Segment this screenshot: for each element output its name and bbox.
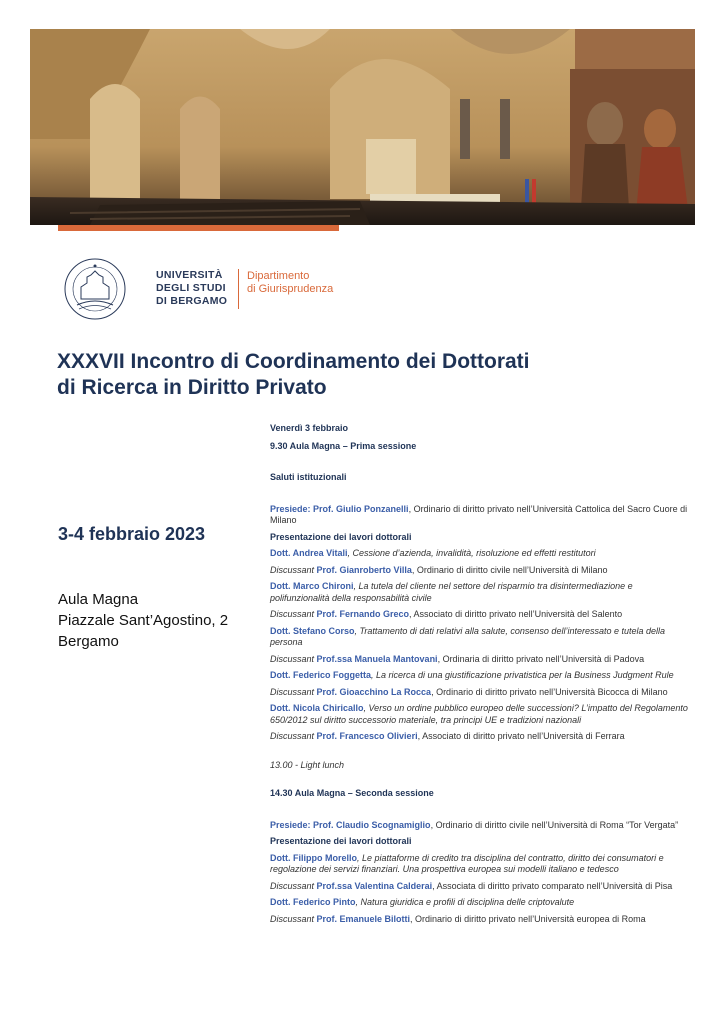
speaker-name: Prof. Gioacchino La Rocca — [316, 686, 432, 697]
discussant-label: Discussant — [270, 686, 317, 697]
discussant-label: Discussant — [270, 731, 317, 741]
program-entry — [270, 703, 690, 726]
works2-heading: Presentazione dei lavori dottorali — [270, 836, 412, 846]
paper-title: , Le piattaforme di credito tra disciplina del contratto, diritto dei consumatori e regolazione dei servizi finanziari. Una prospettiva europea sui modelli italiano e tedesco — [270, 852, 664, 874]
speaker-name: Prof.ssa Valentina Calderai — [316, 880, 433, 891]
speaker-name: Dott. Nicola Chiricallo — [270, 703, 364, 713]
program-day: Venerdì 3 febbraio — [270, 423, 349, 433]
program-entry — [270, 914, 690, 926]
lunch: 13.00 - Light lunch — [270, 759, 345, 770]
department-line1: Dipartimento — [247, 270, 310, 282]
session2-heading: 14.30 Aula Magna – Seconda sessione — [270, 788, 434, 798]
speaker-name: Dott. Andrea Vitali — [270, 548, 348, 558]
program-entry — [270, 626, 690, 649]
program-entry — [270, 565, 690, 577]
program-entry — [270, 853, 690, 876]
speaker-name: Prof. Emanuele Bilotti — [316, 913, 411, 924]
program-entry — [270, 881, 690, 893]
greetings: Saluti istituzionali — [270, 472, 347, 482]
paper-title: , La ricerca di una giustificazione privatistica per la Business Judgment Rule — [371, 670, 674, 680]
paper-title: , La tutela del cliente nel settore del risparmio tra disintermediazione e polifunzionalità della responsabilità civile — [270, 581, 633, 603]
speaker-name: Dott. Marco Chironi — [270, 581, 354, 591]
program-entry — [270, 581, 690, 604]
chair1-role: , Ordinario di diritto privato nell’Università Cattolica del Sacro Cuore di Milano — [270, 503, 688, 525]
program — [270, 423, 690, 930]
speaker-role: , Ordinario di diritto privato nell’Università Bicocca di Milano — [431, 686, 668, 697]
speaker-role: , Associato di diritto privato nell’Università di Ferrara — [417, 731, 625, 741]
university-logo — [63, 257, 363, 325]
venue-city: Bergamo — [58, 633, 119, 650]
program-entry — [270, 687, 690, 699]
chair1-name: Prof. Giulio Ponzanelli — [313, 503, 409, 514]
venue-hall: Aula Magna — [58, 591, 139, 608]
speaker-name: Prof. Fernando Greco — [316, 609, 410, 619]
chair1-label: Presiede: — [270, 503, 311, 514]
event-venue — [58, 589, 228, 652]
header-photo — [30, 29, 695, 225]
chair2-label: Presiede: — [270, 819, 311, 830]
accent-bar — [58, 225, 339, 231]
chair2-name: Prof. Claudio Scognamiglio — [313, 819, 431, 830]
venue-address: Piazzale Sant’Agostino, 2 — [58, 612, 229, 629]
speaker-name: Dott. Stefano Corso — [270, 625, 355, 636]
discussant-label: Discussant — [270, 913, 317, 924]
session1-heading: 9.30 Aula Magna – Prima sessione — [270, 440, 417, 451]
speaker-role: , Ordinario di diritto privato nell’Università europea di Roma — [410, 913, 646, 924]
university-seal-icon — [63, 257, 127, 321]
speaker-name: Dott. Filippo Morello — [270, 852, 357, 863]
program-entry — [270, 731, 690, 743]
speaker-name: Dott. Federico Pinto — [270, 897, 356, 907]
event-dates: 3-4 febbraio 2023 — [58, 524, 206, 544]
program-entry — [270, 548, 690, 560]
title-line2: di Ricerca in Diritto Privato — [57, 376, 327, 399]
logo-divider — [238, 269, 239, 309]
paper-title: , Natura giuridica e profili di disciplina delle criptovalute — [355, 897, 575, 907]
program-entry — [270, 670, 690, 682]
speaker-role: , Ordinaria di diritto privato nell’Università di Padova — [437, 653, 645, 664]
university-name-line1: UNIVERSITÀ — [156, 269, 223, 281]
speaker-name: Dott. Federico Foggetta — [270, 670, 371, 680]
chair2 — [270, 820, 690, 832]
paper-title: , Trattamento di dati relativi alla salute, consenso dell’interessato e tutela della persona — [270, 625, 666, 647]
discussant-label: Discussant — [270, 564, 317, 575]
speaker-role: , Ordinario di diritto civile nell’Università di Milano — [411, 564, 608, 575]
speaker-name: Prof. Gianroberto Villa — [316, 564, 412, 575]
chair2-role: , Ordinario di diritto civile nell’Università di Roma “Tor Vergata” — [430, 819, 679, 830]
discussant-label: Discussant — [270, 880, 317, 891]
speaker-role: , Associata di diritto privato comparato nell’Università di Pisa — [432, 880, 673, 891]
title-line1: XXXVII Incontro di Coordinamento dei Dottorati — [57, 350, 530, 373]
university-name-line2: DEGLI STUDI — [156, 282, 226, 294]
university-name-line3: DI BERGAMO — [156, 295, 228, 307]
paper-title: , Verso un ordine pubblico europeo delle successioni? L’impatto del Regolamento 650/2012 sul diritto successorio materiale, tra principi UE e tradizioni nazionali — [270, 703, 688, 725]
speaker-role: , Associato di diritto privato nell’Università del Salento — [409, 609, 623, 619]
page-title — [57, 349, 677, 401]
chair1 — [270, 504, 690, 527]
works1-heading: Presentazione dei lavori dottorali — [270, 531, 412, 542]
speaker-name: Prof.ssa Manuela Mantovani — [316, 653, 438, 664]
program-entry — [270, 609, 690, 621]
department-line2: di Giurisprudenza — [247, 283, 334, 295]
paper-title: , Cessione d’azienda, invalidità, risoluzione ed effetti restitutori — [347, 548, 596, 558]
program-entry — [270, 654, 690, 666]
discussant-label: Discussant — [270, 653, 317, 664]
aula-magna-photo-icon — [30, 29, 695, 225]
speaker-name: Prof. Francesco Olivieri — [316, 731, 418, 741]
discussant-label: Discussant — [270, 609, 317, 619]
program-entry — [270, 897, 690, 909]
